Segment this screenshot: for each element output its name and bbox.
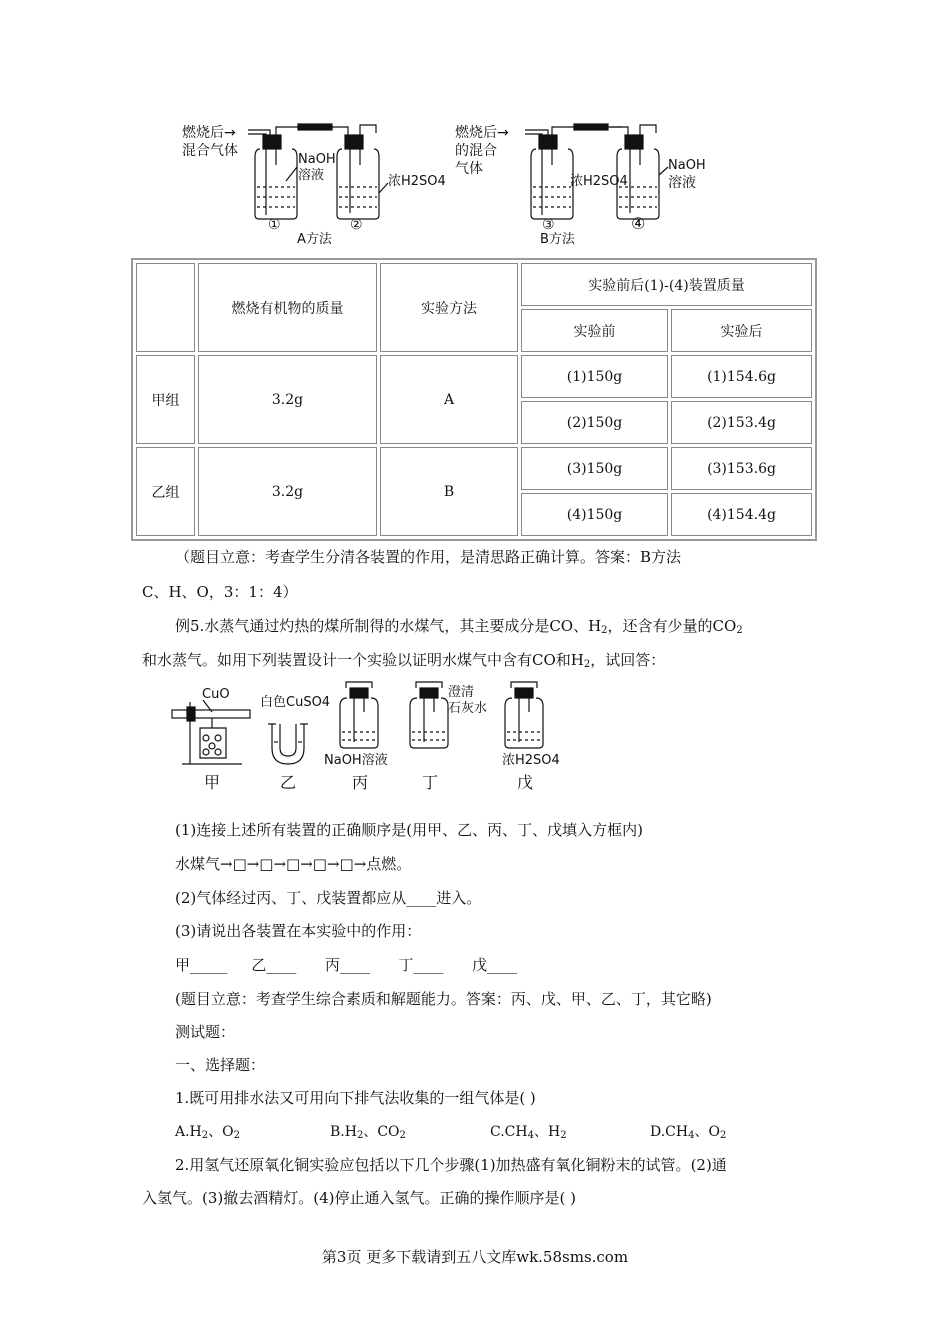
- sub: 4: [688, 1130, 695, 1141]
- row-method: B: [380, 447, 518, 536]
- cell-before: (1)150g: [521, 355, 668, 398]
- sub: 2: [719, 1130, 727, 1141]
- test-question-1: 1.既可用排水法又可用向下排气法收集的一组气体是( ): [175, 1089, 536, 1107]
- label-ding: 丁: [422, 773, 439, 792]
- opt-text: A.H: [175, 1124, 202, 1140]
- question-3: (3)请说出各装置在本实验中的作用：: [175, 922, 422, 940]
- mass-data-table: [131, 258, 817, 541]
- opt-text: D.CH: [650, 1124, 689, 1140]
- opt-text: 、CO: [363, 1124, 400, 1140]
- sub: 2: [560, 1130, 567, 1141]
- header-method: 实验方法: [380, 263, 518, 352]
- naoh-label: NaOH溶液: [324, 753, 388, 768]
- sub: 2: [399, 1130, 406, 1141]
- cell-before: (3)150g: [521, 447, 668, 490]
- sub: 4: [527, 1130, 534, 1141]
- opt-text: B.H: [330, 1124, 357, 1140]
- a-h2so4-label: 浓H2SO4: [388, 174, 446, 189]
- method-b-bottle-4: [610, 115, 720, 225]
- b-caption: B方法: [540, 232, 575, 247]
- a-num2: ②: [350, 217, 363, 233]
- cuso4-label: 白色CuSO4: [260, 695, 331, 710]
- sub: 2: [233, 1130, 241, 1141]
- row-mass: 3.2g: [198, 447, 377, 536]
- header-device-mass: 实验前后(1)-(4)装置质量: [521, 263, 812, 306]
- ex5-text-a: 例5.水蒸气通过灼热的煤所制得的水煤气，其主要成分是CO、H: [175, 617, 602, 635]
- option-b: [330, 1122, 406, 1142]
- section-choice: 一、选择题：: [175, 1056, 266, 1074]
- question-1: (1)连接上述所有装置的正确顺序是(用甲、乙、丙、丁、戊填入方框内): [175, 821, 643, 839]
- example-5-line2: [142, 650, 665, 670]
- b-h2so4-label: 浓H2SO4: [570, 174, 628, 189]
- ex5-text-c: 和水蒸气。如用下列装置设计一个实验以证明水煤气中含有CO和H: [142, 651, 584, 669]
- table-row: [136, 447, 812, 490]
- apparatus-yi: [268, 724, 308, 764]
- limewater-label-1: 澄清: [448, 685, 475, 700]
- b-gas-in-line1: 燃烧后→: [455, 125, 509, 141]
- row-method: A: [380, 355, 518, 444]
- opt-text: 、O: [694, 1124, 720, 1140]
- a-naoh-label: NaOH: [298, 152, 336, 167]
- b-gas-in-line3: 气体: [455, 161, 483, 177]
- a-gas-in-line1: 燃烧后→: [182, 125, 236, 141]
- question-1-order: 水煤气→□→□→□→□→□→点燃。: [175, 855, 412, 873]
- label-jia: 甲: [204, 773, 221, 792]
- option-a: [175, 1122, 240, 1142]
- b-naoh-label2: 溶液: [668, 175, 696, 191]
- label-wu: 戊: [517, 773, 534, 792]
- opt-text: 、H: [533, 1124, 561, 1140]
- cell-after: (4)154.4g: [671, 493, 812, 536]
- a-num1: ①: [268, 217, 281, 233]
- b-naoh-label: NaOH: [668, 158, 706, 173]
- label-bing: 丙: [352, 773, 369, 792]
- opt-text: 、O: [208, 1124, 234, 1140]
- cell-after: (2)153.4g: [671, 401, 812, 444]
- b-num3: ③: [542, 217, 555, 233]
- method-b-diagram: [525, 124, 622, 219]
- apparatus-bing: [340, 682, 378, 748]
- header-mass: 燃烧有机物的质量: [198, 263, 377, 352]
- test-question-2-line2: 入氢气。(3)撤去酒精灯。(4)停止通入氢气。正确的操作顺序是( ): [142, 1189, 576, 1207]
- sub: 2: [601, 625, 608, 636]
- h2so4-label: 浓H2SO4: [502, 753, 560, 768]
- question-2: (2)气体经过丙、丁、戊装置都应从____进入。: [175, 889, 482, 907]
- limewater-label-2: 石灰水: [448, 701, 488, 716]
- apparatus-jia: [172, 700, 250, 764]
- page-footer: 第3页 更多下载请到五八文库wk.58sms.com: [321, 1248, 629, 1266]
- table-row: [136, 355, 812, 398]
- test-heading: 测试题：: [175, 1023, 236, 1041]
- question-3-blanks: 甲_____ 乙____ 丙____ 丁____ 戊____: [175, 956, 518, 974]
- cell-after: (1)154.6g: [671, 355, 812, 398]
- cuo-label: CuO: [202, 687, 230, 702]
- option-d: [650, 1122, 726, 1142]
- table-corner: [136, 263, 195, 352]
- b-gas-in-line2: 的混合: [455, 143, 497, 159]
- apparatus-wu: [505, 682, 543, 748]
- a-gas-in-line2: 混合气体: [182, 143, 238, 159]
- row-mass: 3.2g: [198, 355, 377, 444]
- sub: 2: [583, 659, 591, 670]
- sub: 2: [356, 1130, 364, 1141]
- water-gas-apparatus-figure: [172, 682, 592, 794]
- apparatus-figure-ab: [170, 115, 628, 250]
- cell-before: (4)150g: [521, 493, 668, 536]
- cell-after: (3)153.6g: [671, 447, 812, 490]
- cell-before: (2)150g: [521, 401, 668, 444]
- test-question-2-line1: 2.用氢气还原氧化铜实验应包括以下几个步骤(1)加热盛有氧化铜粉末的试管。(2)通: [175, 1156, 727, 1174]
- b-num4: ④: [631, 214, 646, 233]
- note-1: （题目立意：考查学生分清各装置的作用，是清思路正确计算。答案：B方法: [175, 548, 682, 566]
- a-naoh-label2: 溶液: [298, 168, 325, 183]
- a-caption: A方法: [297, 232, 332, 247]
- row-group: 乙组: [136, 447, 195, 536]
- option-c: [490, 1122, 567, 1142]
- ex5-text-b: ，还含有少量的CO: [607, 617, 737, 635]
- label-yi: 乙: [280, 773, 297, 792]
- header-after: 实验后: [671, 309, 812, 352]
- apparatus-ding: [410, 682, 448, 748]
- sub: 2: [201, 1130, 209, 1141]
- ex5-text-d: ，试回答：: [590, 651, 666, 669]
- opt-text: C.CH: [490, 1124, 528, 1140]
- row-group: 甲组: [136, 355, 195, 444]
- note-2: (题目立意：考查学生综合素质和解题能力。答案：丙、戊、甲、乙、丁，其它略): [175, 990, 712, 1008]
- example-5-line1: [175, 616, 743, 636]
- sub: 2: [736, 625, 743, 636]
- note-1b: C、H、O，3：1：4）: [142, 583, 298, 601]
- header-before: 实验前: [521, 309, 668, 352]
